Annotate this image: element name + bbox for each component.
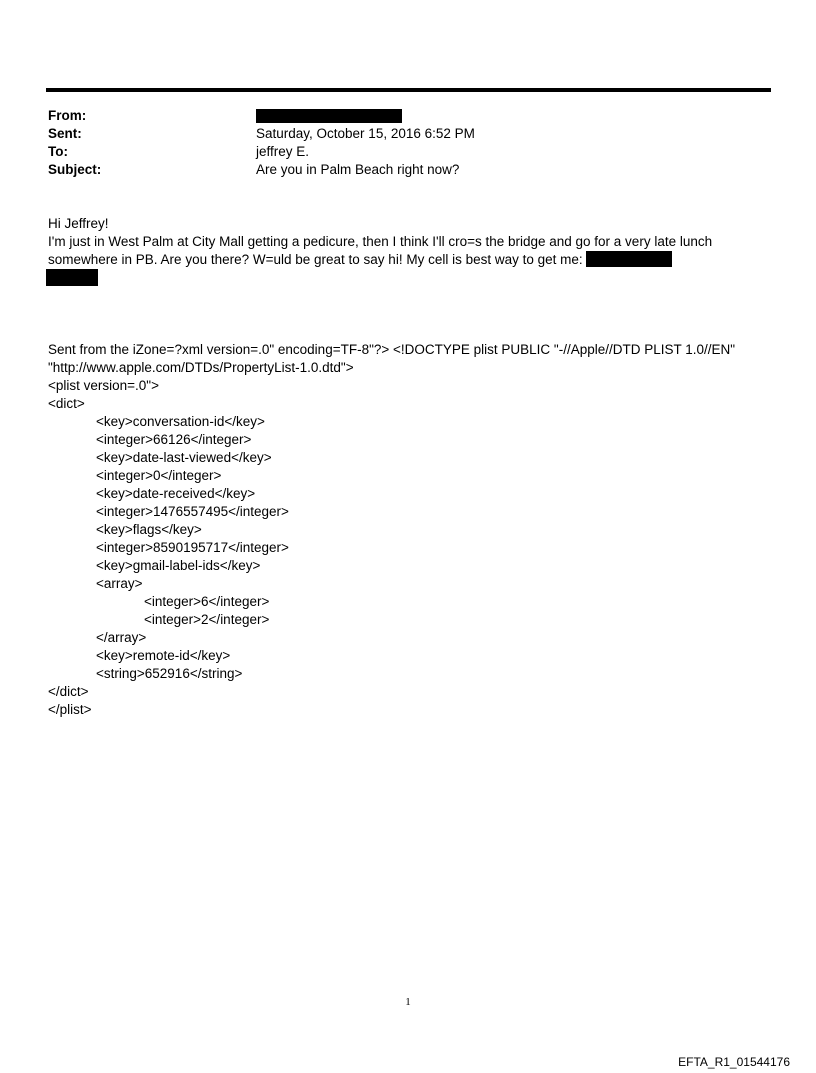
message-line-text: somewhere in PB. Are you there? W=uld be great to say hi! My cell is best way to get me:	[48, 252, 583, 267]
message-body	[48, 215, 738, 287]
message-line	[48, 269, 738, 287]
redaction-box	[256, 109, 402, 123]
sent-label: Sent:	[48, 126, 82, 141]
plist-line: <key>remote-id</key>	[96, 648, 231, 663]
plist-line: <key>gmail-label-ids</key>	[96, 558, 261, 573]
plist-line: </array>	[96, 630, 147, 645]
plist-line: <key>date-last-viewed</key>	[96, 450, 272, 465]
plist-line: </dict>	[48, 684, 89, 699]
message-line	[48, 251, 738, 269]
message-line: I'm just in West Palm at City Mall getting a pedicure, then I think I'll cro=s the bridge and go for a very late lunch	[48, 234, 713, 249]
page-number: 1	[405, 996, 411, 1008]
plist-line: <string>652916</string>	[96, 666, 243, 681]
plist-line: <key>date-received</key>	[96, 486, 256, 501]
plist-line: <key>flags</key>	[96, 522, 202, 537]
plist-line: <integer>0</integer>	[96, 468, 222, 483]
subject-value: Are you in Palm Beach right now?	[256, 162, 460, 177]
plist-line: <integer>66126</integer>	[96, 432, 252, 447]
header-rule	[46, 88, 771, 92]
plist-line: <key>conversation-id</key>	[96, 414, 265, 429]
plist-line: </plist>	[48, 702, 92, 717]
redaction-box	[46, 269, 98, 286]
plist-line: <array>	[96, 576, 143, 591]
subject-label: Subject:	[48, 162, 102, 177]
plist-line: "http://www.apple.com/DTDs/PropertyList-1.0.dtd">	[48, 360, 354, 375]
plist-line: <integer>8590195717</integer>	[96, 540, 289, 555]
from-label: From:	[48, 108, 87, 123]
plist-line: <integer>1476557495</integer>	[96, 504, 289, 519]
to-value: jeffrey E.	[256, 144, 310, 159]
plist-line: <plist version=.0">	[48, 378, 159, 393]
plist-line: <integer>2</integer>	[144, 612, 270, 627]
plist-line: Sent from the iZone=?xml version=.0" encoding=TF-8"?> <!DOCTYPE plist PUBLIC "-//Apple//DTD PLIST 1.0//EN"	[48, 342, 736, 357]
redaction-box	[586, 251, 672, 267]
greeting: Hi Jeffrey!	[48, 216, 109, 231]
plist-line: <integer>6</integer>	[144, 594, 270, 609]
plist-block	[48, 341, 738, 719]
sent-value: Saturday, October 15, 2016 6:52 PM	[256, 126, 475, 141]
from-value	[256, 107, 402, 125]
to-label: To:	[48, 144, 68, 159]
bates-number: EFTA_R1_01544176	[678, 1055, 790, 1069]
plist-line: <dict>	[48, 396, 85, 411]
